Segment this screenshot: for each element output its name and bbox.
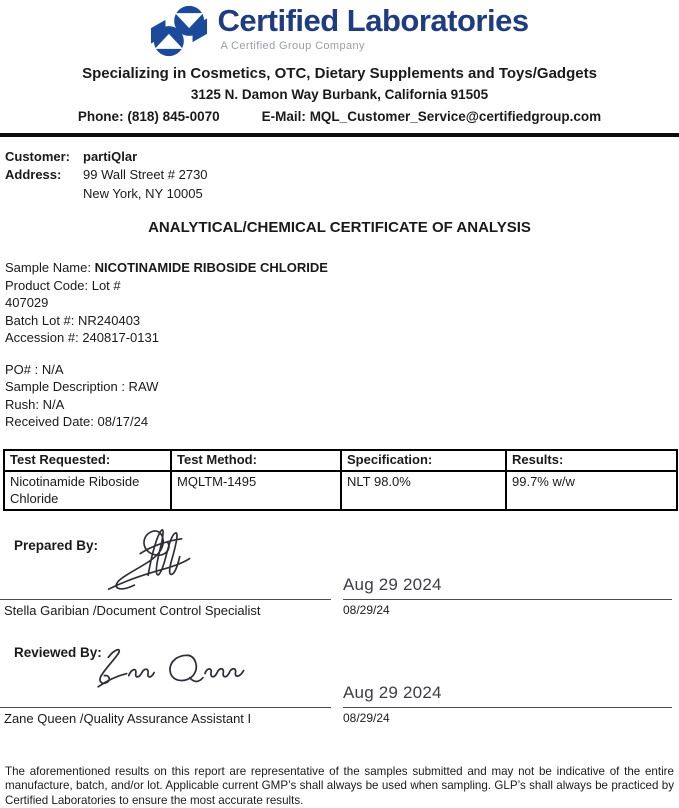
po-line: PO# : N/A — [5, 361, 679, 379]
logo-header — [0, 0, 679, 58]
cell-specification: NLT 98.0% — [341, 471, 506, 510]
company-name: Certified Laboratories — [217, 4, 528, 38]
contact-line — [0, 109, 679, 124]
cell-test-method: MQLTM-1495 — [171, 471, 341, 510]
col-header-test-requested: Test Requested: — [4, 450, 171, 471]
prepared-date-short: 08/29/24 — [343, 603, 390, 617]
customer-block — [5, 148, 679, 204]
prepared-date-line — [343, 599, 672, 600]
reviewed-signature — [88, 641, 266, 697]
street-address-line: 3125 N. Damon Way Burbank, California 91505 — [0, 87, 679, 102]
col-header-test-method: Test Method: — [171, 450, 341, 471]
batch-lot-line: Batch Lot #: NR240403 — [5, 312, 679, 330]
customer-address-line1: 99 Wall Street # 2730 — [83, 166, 679, 185]
prepared-by-section — [0, 524, 679, 624]
specialization-line: Specializing in Cosmetics, OTC, Dietary Supplements and Toys/Gadgets — [0, 65, 679, 82]
results-table-header-row — [4, 450, 677, 471]
rush-line: Rush: N/A — [5, 396, 679, 414]
email-entry: E-Mail: MQL_Customer_Service@certifiedgroup.com — [262, 109, 602, 124]
table-row — [4, 471, 677, 510]
prepared-by-label: Prepared By: — [14, 538, 98, 553]
address-label: Address: — [5, 166, 83, 185]
order-info-block — [5, 361, 679, 431]
document-title: ANALYTICAL/CHEMICAL CERTIFICATE OF ANALYSIS — [0, 219, 679, 236]
reviewed-signature-line — [0, 707, 331, 708]
phone-entry: Phone: (818) 845-0070 — [78, 109, 220, 124]
customer-address-line2: New York, NY 10005 — [83, 185, 679, 204]
prepared-date-stamp: Aug 29 2024 — [343, 575, 442, 595]
cell-test-requested: Nicotinamide Riboside Chloride — [4, 471, 171, 510]
product-code-line: Product Code: Lot # — [5, 277, 679, 295]
reviewed-date-line — [343, 707, 672, 708]
prepared-signature-line — [0, 599, 331, 600]
reviewed-by-section — [0, 639, 679, 729]
company-tagline: A Certified Group Company — [217, 40, 528, 52]
col-header-specification: Specification: — [341, 450, 506, 471]
sample-description-line: Sample Description : RAW — [5, 378, 679, 396]
sample-info-block — [5, 259, 679, 347]
accession-line: Accession #: 240817-0131 — [5, 329, 679, 347]
received-date-line: Received Date: 08/17/24 — [5, 413, 679, 431]
sample-name-line: Sample Name: NICOTINAMIDE RIBOSIDE CHLORIDE — [5, 259, 679, 277]
product-code-value: 407029 — [5, 294, 679, 312]
prepared-name-title: Stella Garibian /Document Control Specialist — [4, 603, 261, 618]
header-divider — [0, 133, 679, 137]
customer-name: partiQlar — [83, 148, 679, 167]
reviewed-by-label: Reviewed By: — [14, 645, 102, 660]
reviewed-date-stamp: Aug 29 2024 — [343, 683, 442, 703]
results-table — [3, 449, 678, 511]
col-header-results: Results: — [506, 450, 677, 471]
customer-label: Customer: — [5, 148, 83, 167]
cell-results: 99.7% w/w — [506, 471, 677, 510]
reviewed-name-title: Zane Queen /Quality Assurance Assistant I — [4, 711, 251, 726]
reviewed-date-short: 08/29/24 — [343, 711, 390, 725]
disclaimer-text: The aforementioned results on this report are representative of the samples submitted and may not be indicative of the entire manufacture, batch, and/or lot. Applicable current GMP’s shall always be used when sampling. GLP’s shall always be practiced by Certified Laboratories to ensure the most accurate results. — [5, 765, 674, 808]
prepared-signature — [103, 524, 215, 598]
certified-labs-logo-icon — [150, 4, 208, 58]
